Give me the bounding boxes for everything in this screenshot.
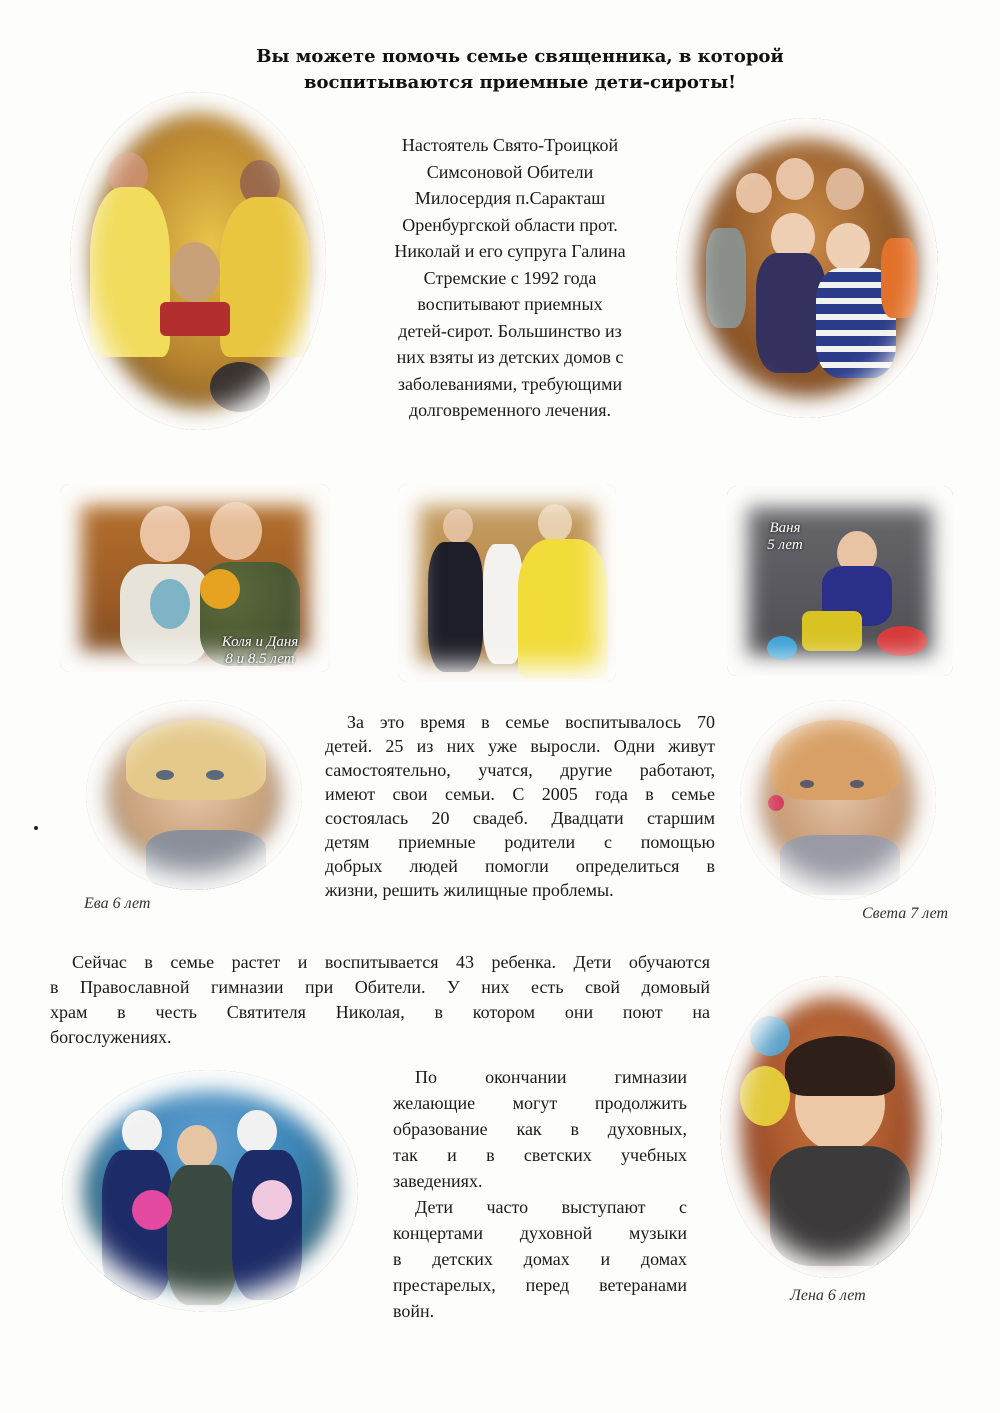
now-paragraph [50, 950, 710, 1050]
middle-paragraph [325, 710, 715, 902]
school-line: По окончании гимназии [415, 1067, 687, 1087]
middle-line: добрых людей помогли определиться в [325, 856, 715, 876]
middle-line: состоялась 20 свадеб. Двадцати старшим [325, 808, 715, 828]
concert-line: войн. [393, 1301, 435, 1321]
intro-line: Николай и его супруга Галина [394, 241, 626, 261]
school-line: образование как в духовных, [393, 1119, 687, 1139]
concert-line: престарелых, перед ветеранами [393, 1275, 687, 1295]
now-line: храм в честь Святителя Николая, в котором они поют на [50, 1002, 710, 1022]
school-paragraph [393, 1064, 687, 1194]
school-line: желающие могут продолжить [393, 1093, 687, 1113]
concert-paragraph [393, 1194, 687, 1324]
intro-line: Оренбургской области прот. [402, 214, 618, 235]
headline-line-2: воспитываются приемные дети-сироты! [303, 72, 737, 93]
intro-line: детей-сирот. Большинство из [398, 320, 622, 341]
now-line: богослужениях. [50, 1027, 172, 1047]
intro-line: воспитывают приемных [417, 294, 603, 314]
photo-church-service [70, 92, 326, 430]
now-line: Сейчас в семье растет и воспитывается 43 ребенка. Дети обучаются [72, 952, 710, 972]
intro-paragraph [360, 132, 660, 424]
photo-sveta [740, 700, 936, 900]
concert-line: концертами духовной музыки [393, 1223, 687, 1243]
photo-eva [86, 700, 302, 890]
school-line: заведениях. [393, 1171, 483, 1191]
intro-line: Настоятель Свято-Троицкой [401, 135, 619, 155]
concert-line: в детских домах и домах [393, 1249, 687, 1269]
intro-line: Симсоновой Обители [426, 161, 594, 182]
photo-gymnasium-girls [62, 1070, 358, 1312]
caption-kolya-danya-line-2: 8 и 8.5 лет [225, 651, 295, 667]
caption-sveta: Света 7 лет [862, 905, 949, 922]
middle-line: детей. 25 из них уже выросли. Одни живут [325, 736, 715, 756]
middle-line: самостоятельно, учатся, другие работают, [325, 760, 715, 780]
stray-dot [34, 826, 38, 830]
school-line: так и в светских учебных [393, 1145, 687, 1165]
photo-kolya-danya [60, 484, 330, 672]
caption-vanya-line-2: 5 лет [767, 537, 803, 553]
intro-line: заболеваниями, требующими [397, 373, 623, 394]
caption-kolya-danya [200, 634, 320, 668]
caption-lena: Лена 6 лет [790, 1287, 866, 1304]
caption-eva: Ева 6 лет [84, 895, 151, 912]
intro-line: Милосердия п.Саракташ [414, 188, 606, 208]
photo-wedding-ceremony [398, 484, 616, 682]
headline-line-1: Вы можете помочь семье священника, в которой [256, 46, 784, 67]
caption-kolya-danya-line-1: Коля и Даня [221, 634, 299, 650]
middle-line: детям приемные родители с помощью [325, 832, 715, 852]
caption-vanya [755, 520, 815, 554]
caption-vanya-line-1: Ваня [769, 520, 801, 536]
photo-vanya [727, 486, 953, 676]
intro-line: долговременного лечения. [408, 400, 612, 420]
page-headline [240, 44, 800, 96]
middle-line: За это время в семье воспитывалось 70 [347, 712, 715, 732]
photo-lena [720, 976, 942, 1278]
middle-line: имеют свои семьи. С 2005 года в семье [325, 784, 715, 804]
photo-children-group [676, 118, 938, 418]
intro-line: них взяты из детских домов с [396, 347, 624, 367]
concert-line: Дети часто выступают с [415, 1197, 687, 1217]
now-line: в Православной гимназии при Обители. У них есть свой домовый [50, 977, 710, 997]
middle-line: жизни, решить жилищные проблемы. [325, 880, 614, 900]
intro-line: Стремские с 1992 года [423, 267, 597, 288]
